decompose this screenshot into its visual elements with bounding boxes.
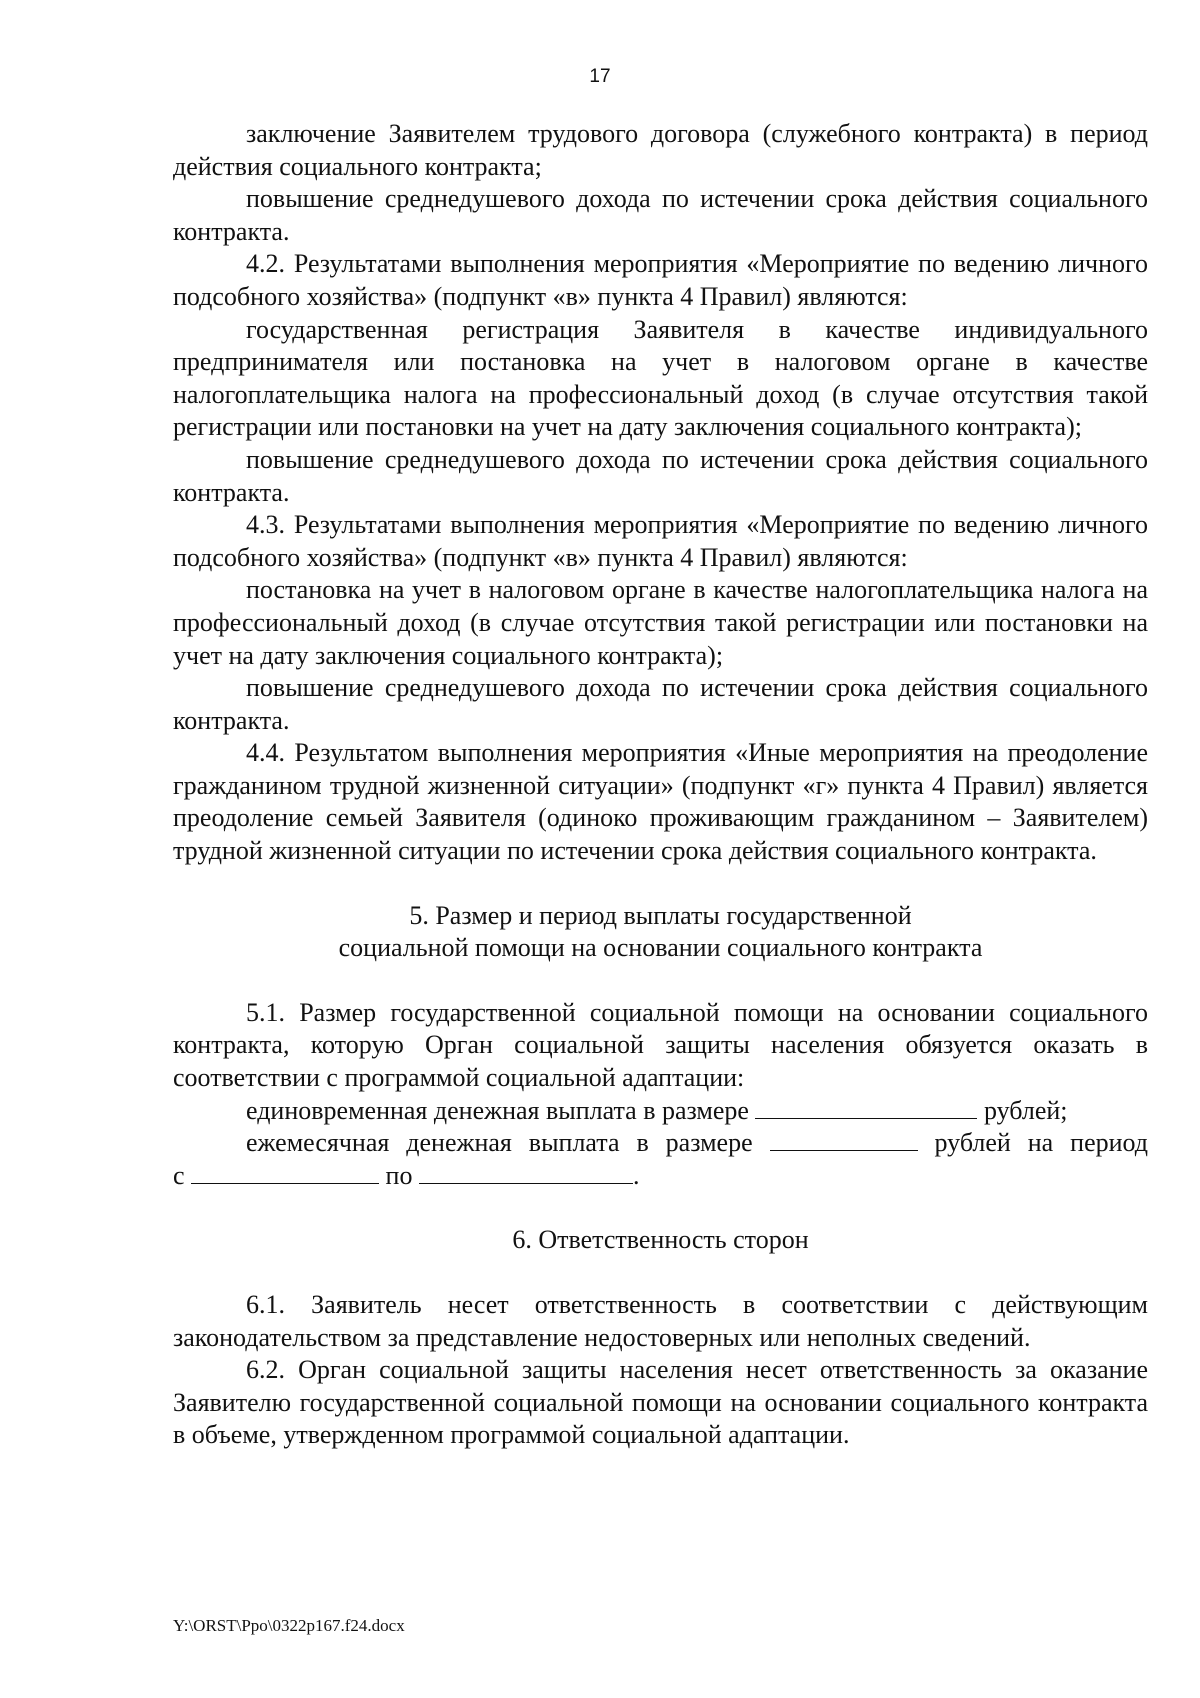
period-start-blank-field[interactable]: [191, 1161, 379, 1184]
section-6-heading: 6. Ответственность сторон: [512, 1225, 809, 1255]
paragraph: постановка на учет в налоговом органе в качестве налогоплательщика налога на профессиональный доход (в случае отсутствия такой регистрации или постановки на учет на дату заключения социального контракта);: [173, 575, 1148, 670]
period-to-label: по: [385, 1160, 413, 1190]
paragraph-5-1: 5.1. Размер государственной социальной помощи на основании социального контракта, которую Орган социальной защиты населения обязуется оказать в соответствии с программой социальной адаптации:: [173, 997, 1148, 1093]
section-5-heading: [173, 900, 1148, 965]
section-heading-line: 5. Размер и период выплаты государственной: [409, 900, 912, 930]
paragraph-4-4: 4.4. Результатом выполнения мероприятия «Иные мероприятия на преодоление гражданином трудной жизненной ситуации» (подпункт «г» пункта 4 Правил) является преодоление семьей Заявителя (одиноко проживающим гражданином – Заявителем) трудной жизненной ситуации по истечении срока действия социального контракта.: [173, 738, 1148, 866]
monthly-amount-blank-field[interactable]: [770, 1128, 918, 1151]
paragraph: повышение среднедушевого дохода по истечении срока действия социального контракта.: [173, 184, 1148, 246]
paragraph: повышение среднедушевого дохода по истечении срока действия социального контракта.: [173, 673, 1148, 735]
period-end-mark: .: [632, 1160, 640, 1190]
lump-sum-label: единовременная денежная выплата в размере: [246, 1095, 749, 1125]
paragraph-6-1: 6.1. Заявитель несет ответственность в соответствии с действующим законодательством за представление недостоверных или неполных сведений.: [173, 1290, 1148, 1352]
paragraph-4-3: 4.3. Результатами выполнения мероприятия «Мероприятие по ведению личного подсобного хозяйства» (подпункт «в» пункта 4 Правил) являются:: [173, 510, 1148, 572]
lump-sum-currency: рублей;: [983, 1095, 1068, 1125]
monthly-suffix: рублей на период: [934, 1128, 1149, 1158]
period-end-blank-field[interactable]: [419, 1161, 633, 1184]
page-number: 17: [589, 66, 611, 87]
lump-sum-blank-field[interactable]: [755, 1096, 977, 1119]
lump-sum-line: [173, 1095, 1148, 1128]
monthly-payment-line: [173, 1127, 1148, 1160]
paragraph-4-2: 4.2. Результатами выполнения мероприятия «Мероприятие по ведению личного подсобного хозяйства» (подпункт «в» пункта 4 Правил) являются:: [173, 249, 1148, 311]
period-from-label: с: [173, 1160, 185, 1190]
paragraph: повышение среднедушевого дохода по истечении срока действия социального контракта.: [173, 444, 1148, 507]
paragraph: государственная регистрация Заявителя в качестве индивидуального предпринимателя или постановка на учет в налоговом органе в качестве налогоплательщика налога на профессиональный доход (в случае отсутствия такой регистрации или постановки на учет на дату заключения социального контракта);: [173, 314, 1148, 442]
paragraph: заключение Заявителем трудового договора (служебного контракта) в период действия социального контракта;: [173, 119, 1148, 181]
footer-file-path: Y:\ORST\Ppo\0322p167.f24.docx: [173, 1616, 405, 1635]
section-heading-line: социальной помощи на основании социального контракта: [338, 933, 983, 963]
document-body: [173, 118, 1148, 1452]
monthly-label: ежемесячная денежная выплата в размере: [246, 1128, 753, 1158]
period-line: [173, 1160, 1148, 1193]
paragraph-6-2: 6.2. Орган социальной защиты населения несет ответственность за оказание Заявителю государственной социальной помощи на основании социального контракта в объеме, утвержденном программой социальной адаптации.: [173, 1355, 1148, 1450]
